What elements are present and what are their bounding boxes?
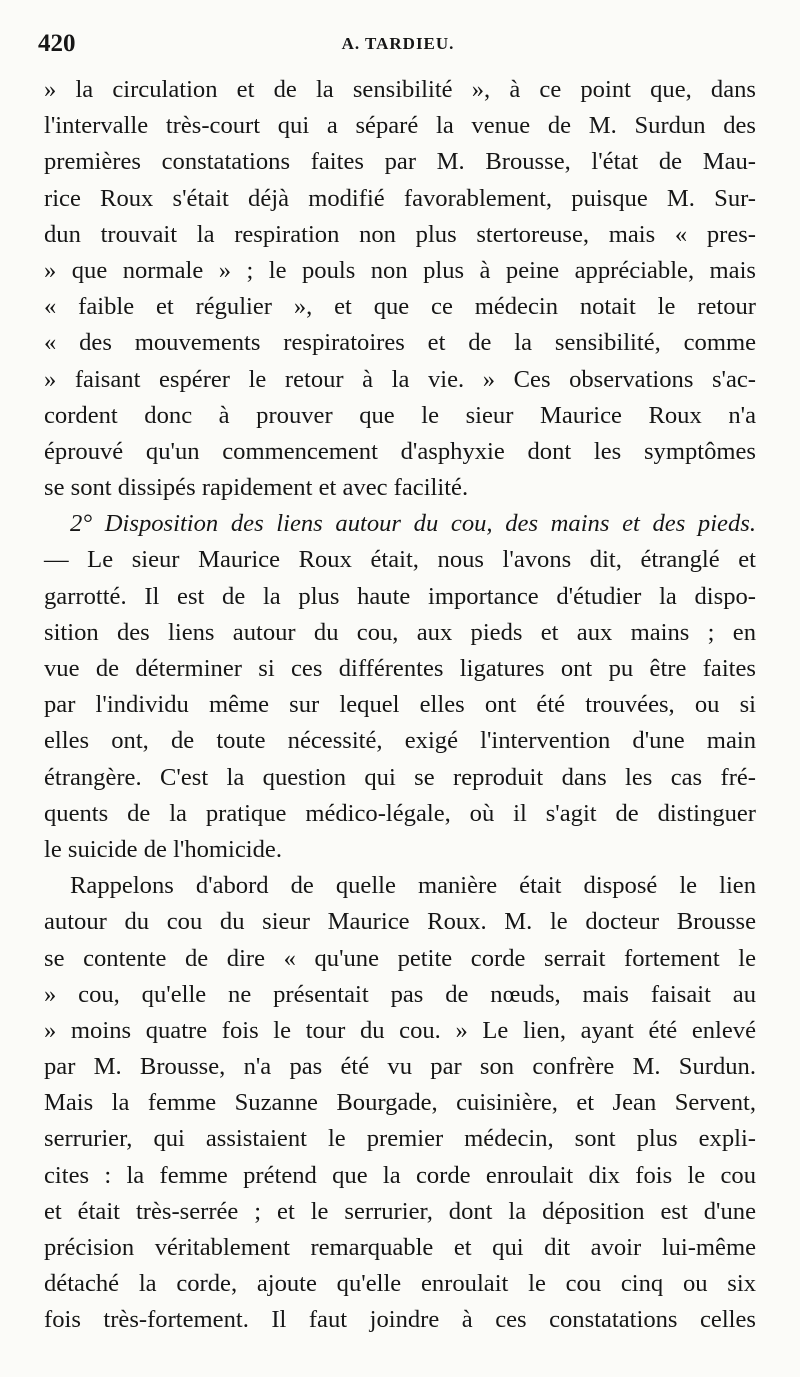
page-number: 420 xyxy=(38,30,76,57)
text-line: serrurier, qui assistaient le premier médecin, sont plus expli- xyxy=(44,1125,756,1153)
text-line: par l'individu même sur lequel elles ont été trouvées, ou si xyxy=(44,691,756,719)
text-line: » moins quatre fois le tour du cou. » Le lien, ayant été enlevé xyxy=(44,1016,756,1044)
text-line: éprouvé qu'un commencement d'asphyxie dont les symptômes xyxy=(44,437,756,465)
text-line: étrangère. C'est la question qui se reproduit dans les cas fré- xyxy=(44,763,756,791)
text-line: et était très-serrée ; et le serrurier, dont la déposition est d'une xyxy=(44,1197,756,1225)
text-line: garrotté. Il est de la plus haute importance d'étudier la dispo- xyxy=(44,582,756,610)
text-line: quents de la pratique médico-légale, où il s'agit de distinguer xyxy=(44,799,756,827)
text-line: cites : la femme prétend que la corde enroulait dix fois le cou xyxy=(44,1161,756,1189)
text-line: se contente de dire « qu'une petite corde serrait fortement le xyxy=(44,944,756,972)
text-line: rice Roux s'était déjà modifié favorablement, puisque M. Sur- xyxy=(44,184,756,212)
text-line: premières constatations faites par M. Brousse, l'état de Mau- xyxy=(44,148,756,176)
text-line: dun trouvait la respiration non plus stertoreuse, mais « pres- xyxy=(44,220,756,248)
text-line: détaché la corde, ajoute qu'elle enroulait le cou cinq ou six xyxy=(44,1270,756,1298)
text-line: l'intervalle très-court qui a séparé la venue de M. Surdun des xyxy=(44,112,756,140)
page-header xyxy=(38,30,758,66)
text-line: précision véritablement remarquable et qui dit avoir lui-même xyxy=(44,1234,756,1261)
text-line: » cou, qu'elle ne présentait pas de nœuds, mais faisait au xyxy=(44,980,756,1008)
text-line: sition des liens autour du cou, aux pieds et aux mains ; en xyxy=(44,618,756,646)
text-line: Mais la femme Suzanne Bourgade, cuisinière, et Jean Servent, xyxy=(44,1089,756,1117)
text-line: — Le sieur Maurice Roux était, nous l'avons dit, étranglé et xyxy=(44,546,756,574)
paragraph-end-line: se sont dissipés rapidement et avec facilité. xyxy=(44,474,469,502)
text-line: vue de déterminer si ces différentes ligatures ont pu être faites xyxy=(44,655,756,682)
text-line: cordent donc à prouver que le sieur Maurice Roux n'a xyxy=(44,401,756,429)
text-line: par M. Brousse, n'a pas été vu par son confrère M. Surdun. xyxy=(44,1053,756,1081)
text-line: « faible et régulier », et que ce médecin notait le retour xyxy=(44,293,756,321)
text-line: elles ont, de toute nécessité, exigé l'intervention d'une main xyxy=(44,727,756,755)
text-line: fois très-fortement. Il faut joindre à ces constatations celles xyxy=(44,1306,756,1334)
text-line: » la circulation et de la sensibilité », à ce point que, dans xyxy=(44,76,756,103)
text-line: « des mouvements respiratoires et de la sensibilité, comme xyxy=(44,329,756,357)
paragraph-end-line: le suicide de l'homicide. xyxy=(44,835,282,863)
paragraph-start-line: Rappelons d'abord de quelle manière était disposé le lien xyxy=(70,872,756,900)
section-heading-line: 2° Disposition des liens autour du cou, des mains et des pieds. xyxy=(70,510,756,538)
body-text xyxy=(44,72,756,1339)
text-line: » que normale » ; le pouls non plus à peine appréciable, mais xyxy=(44,256,756,284)
text-line: » faisant espérer le retour à la vie. » Ces observations s'ac- xyxy=(44,365,756,393)
running-head: A. TARDIEU. xyxy=(341,34,455,53)
text-line: autour du cou du sieur Maurice Roux. M. le docteur Brousse xyxy=(44,908,756,936)
